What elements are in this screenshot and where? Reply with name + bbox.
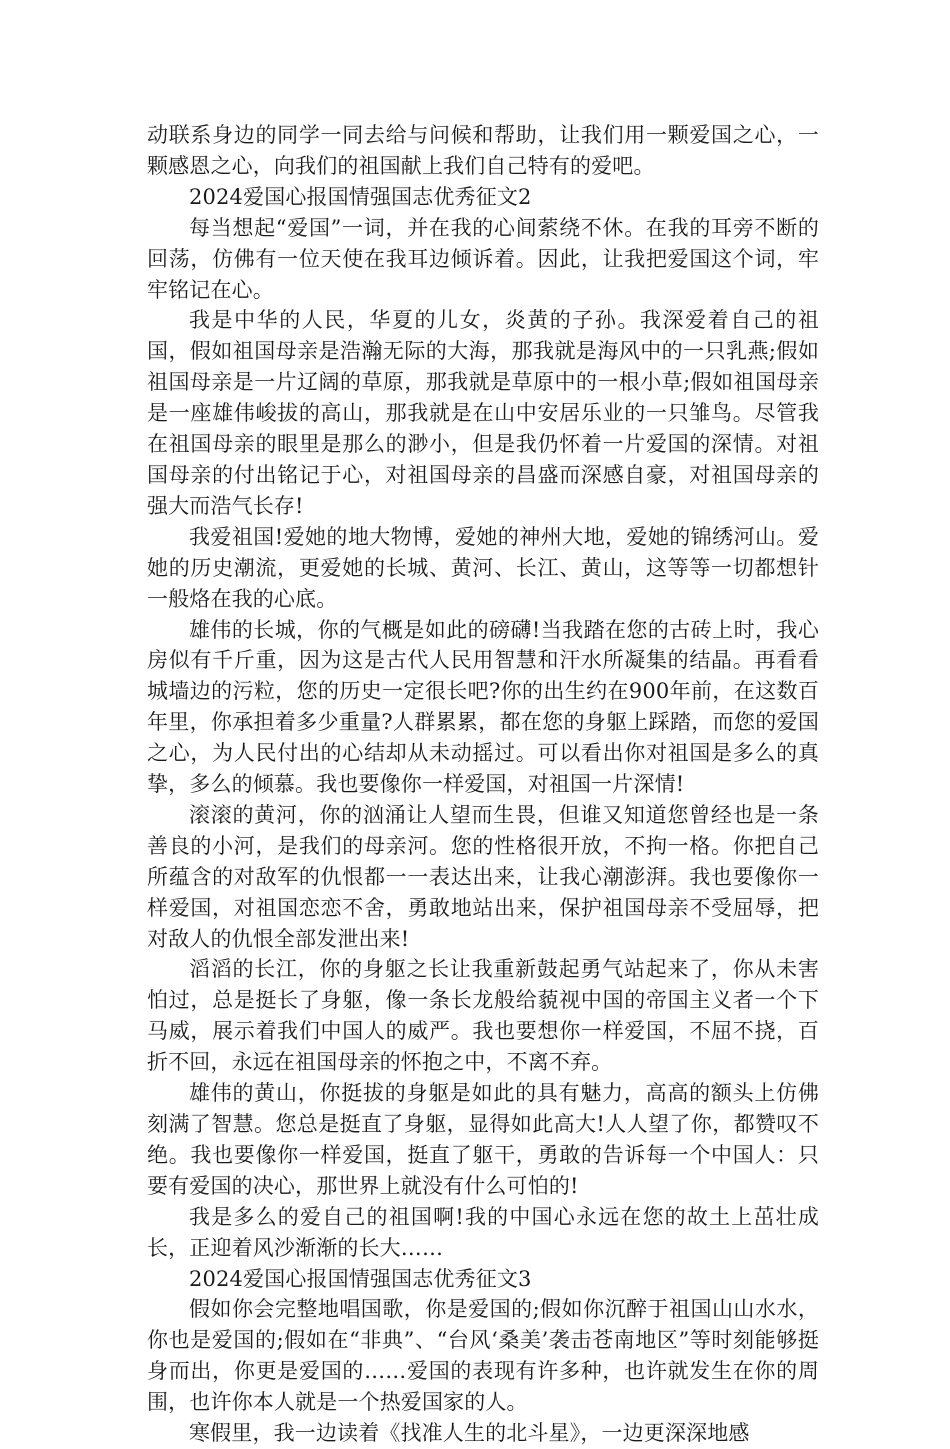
paragraph: 滔滔的长江，你的身躯之长让我重新鼓起勇气站起来了，你从未害怕过，总是挺长了身躯，像一条长龙般给藐视中国的帝国主义者一个下马威，展示着我们中国人的威严。我也要想你一样爱国，不屈不挠，百折不回，永远在祖国母亲的怀抱之中，不离不弃。 bbox=[147, 957, 819, 1075]
paragraph: 我是中华的人民，华夏的儿女，炎黄的子孙。我深爱着自己的祖国，假如祖国母亲是浩瀚无际的大海，那我就是海风中的一只乳燕;假如祖国母亲是一片辽阔的草原，那我就是草原中的一根小草;假如祖国母亲是一座雄伟峻拔的高山，那我就是在山中安居乐业的一只雏鸟。尽管我在祖国母亲的眼里是那么的渺小，但是我仍怀着一片爱国的深情。对祖国母亲的付出铭记于心，对祖国母亲的昌盛而深感自豪，对祖国母亲的强大而浩气长存! bbox=[147, 308, 819, 518]
paragraph: 我爱祖国!爱她的地大物博，爱她的神州大地，爱她的锦绣河山。爱她的历史潮流，更爱她的长城、黄河、长江、黄山，这等等一切都想针一般烙在我的心底。 bbox=[147, 524, 819, 611]
paragraph-truncated: 寒假里，我一边读着《找准人生的北斗星》，一边更深深地感 bbox=[189, 1421, 750, 1446]
paragraph: 雄伟的黄山，你挺拔的身躯是如此的具有魅力，高高的额头上仿佛刻满了智慧。您总是挺直了身躯，显得如此高大!人人望了你，都赞叹不绝。我也要像你一样爱国，挺直了躯干，勇敢的告诉每一个中国人：只要有爱国的决心，那世界上就没有什么可怕的! bbox=[147, 1081, 819, 1198]
essay-2-heading: 2024爱国心报国情强国志优秀征文2 bbox=[189, 184, 532, 209]
document-page bbox=[147, 120, 819, 1449]
paragraph: 滚滚的黄河，你的汹涌让人望而生畏，但谁又知道您曾经也是一条善良的小河，是我们的母亲河。您的性格很开放，不拘一格。你把自己所蕴含的对敌军的仇恨都一一表达出来，让我心潮澎湃。我也要像你一样爱国，对祖国恋恋不舍，勇敢地站出来，保护祖国母亲不受屈辱，把对敌人的仇恨全部发泄出来! bbox=[147, 802, 819, 951]
paragraph: 我是多么的爱自己的祖国啊!我的中国心永远在您的故土上茁壮成长，正迎着风沙渐渐的长大…… bbox=[147, 1204, 819, 1260]
paragraph: 每当想起“爱国”一词，并在我的心间萦绕不休。在我的耳旁不断的回荡，仿佛有一位天使在我耳边倾诉着。因此，让我把爱国这个词，牢牢铭记在心。 bbox=[147, 215, 819, 302]
paragraph: 雄伟的长城，你的气概是如此的磅礴!当我踏在您的古砖上时，我心房似有千斤重，因为这是古代人民用智慧和汗水所凝集的结晶。再看看城墙边的污粒，您的历史一定很长吧?你的出生约在900年前，在这数百年里，你承担着多少重量?人群累累，都在您的身躯上踩踏，而您的爱国之心，为人民付出的心结却从未动摇过。可以看出你对祖国是多么的真挚，多么的倾慕。我也要像你一样爱国，对祖国一片深情! bbox=[147, 617, 819, 797]
paragraph-continued-intro: 动联系身边的同学一同去给与问候和帮助，让我们用一颗爱国之心，一颗感恩之心，向我们的祖国献上我们自己特有的爱吧。 bbox=[147, 123, 819, 178]
essay-3-heading: 2024爱国心报国情强国志优秀征文3 bbox=[189, 1266, 532, 1291]
paragraph: 假如你会完整地唱国歌，你是爱国的;假如你沉醉于祖国山山水水，你也是爱国的;假如在“非典”、“台风‘桑美’袭击苍南地区”等时刻能够挺身而出，你更是爱国的……爱国的表现有许多种，也许就发生在你的周围，也许你本人就是一个热爱国家的人。 bbox=[147, 1297, 819, 1415]
